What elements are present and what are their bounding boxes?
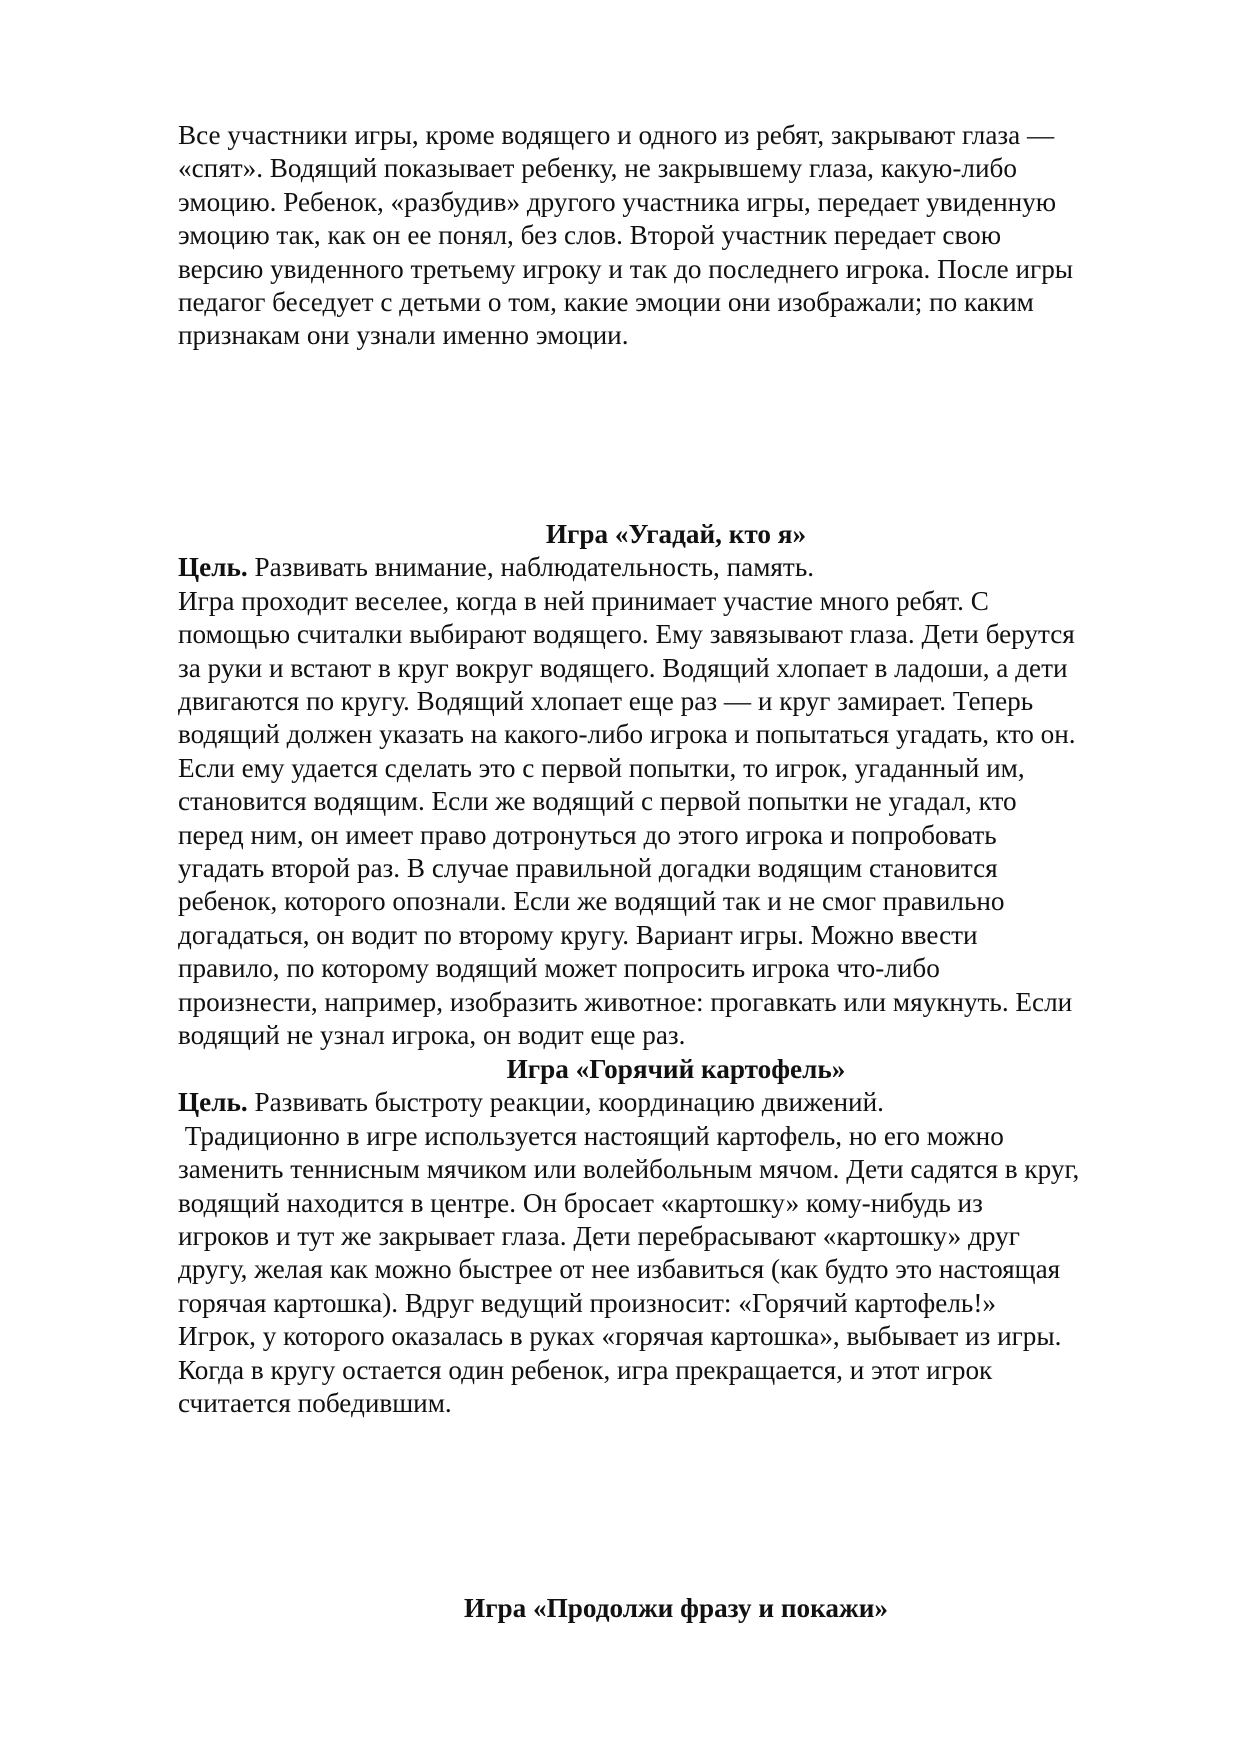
text-line: помощью считалки выбирают водящего. Ему завязывают глаза. Дети берутся	[178, 619, 1075, 650]
text-line: Игрок, у которого оказалась в руках «горячая картошка», выбывает из игры.	[178, 1321, 1062, 1352]
text-line: горячая картошка). Вдруг ведущий произносит: «Горячий картофель!»	[178, 1287, 996, 1318]
intro-paragraph	[178, 119, 1168, 353]
text-line: догадаться, он водит по второму кругу. Вариант игры. Можно ввести	[178, 919, 978, 950]
text-line: перед ним, он имеет право дотронуться до этого игрока и попробовать	[178, 819, 997, 850]
goal-line	[178, 551, 1168, 584]
section-continue-phrase	[178, 1592, 1168, 1625]
text-line: игроков и тут же закрывает глаза. Дети перебрасывают «картошку» друг	[178, 1221, 1020, 1252]
text-line: эмоцию. Ребенок, «разбудив» другого участника игры, передает увиденную	[178, 186, 1057, 217]
text-line: произнести, например, изобразить животное: прогавкать или мяукнуть. Если	[178, 986, 1073, 1017]
text-line: «спят». Водящий показывает ребенку, не закрывшему глаза, какую-либо	[178, 153, 1017, 184]
section-guess-who	[178, 518, 1168, 1053]
text-line: становится водящим. Если же водящий с первой попытки не угадал, кто	[178, 786, 1017, 817]
goal-text: Развивать быстроту реакции, координацию движений.	[247, 1087, 884, 1118]
section-title: Игра «Продолжи фразу и покажи»	[464, 1593, 888, 1623]
section-hot-potato	[178, 1053, 1168, 1420]
text-line: за руки и встают в круг вокруг водящего. Водящий хлопает в ладоши, а дети	[178, 652, 1068, 683]
text-line: водящий находится в центре. Он бросает «картошку» кому-нибудь из	[178, 1187, 983, 1218]
text-line: двигаются по кругу. Водящий хлопает еще раз — и круг замирает. Теперь	[178, 686, 1034, 717]
text-line: Когда в кругу остается один ребенок, игра прекращается, и этот игрок	[178, 1354, 993, 1385]
text-line: педагог беседует с детьми о том, какие эмоции они изображали; по каким	[178, 287, 1034, 318]
text-line: Если ему удается сделать это с первой попытки, то игрок, угаданный им,	[178, 752, 1025, 783]
text-line: признакам они узнали именно эмоции.	[178, 320, 629, 351]
goal-label: Цель.	[178, 552, 248, 583]
text-line: ребенок, которого опознали. Если же водящий так и не смог правильно	[178, 886, 1005, 917]
text-line: версию увиденного третьему игроку и так до последнего игрока. После игры	[178, 253, 1074, 284]
text-line: Все участники игры, кроме водящего и одного из ребят, закрывают глаза —	[178, 120, 1055, 150]
section-title: Игра «Горячий картофель»	[506, 1054, 846, 1084]
goal-text: Развивать внимание, наблюдательность, память.	[247, 552, 815, 583]
text-line: водящий не узнал игрока, он водит еще раз.	[178, 1020, 686, 1051]
section-title: Игра «Угадай, кто я»	[545, 519, 807, 549]
text-line: Традиционно в игре используется настоящий картофель, но его можно	[178, 1120, 1004, 1151]
goal-line	[178, 1086, 1168, 1119]
text-line: заменить теннисным мячиком или волейбольным мячом. Дети садятся в круг,	[178, 1154, 1080, 1185]
goal-label: Цель.	[178, 1087, 248, 1118]
text-line: угадать второй раз. В случае правильной догадки водящим становится	[178, 853, 998, 884]
text-line: водящий должен указать на какого-либо игрока и попытаться угадать, кто он.	[178, 719, 1076, 750]
text-line: другу, желая как можно быстрее от нее избавиться (как будто это настоящая	[178, 1254, 1061, 1285]
text-line: считается победившим.	[178, 1388, 452, 1419]
text-line: правило, по которому водящий может попросить игрока что-либо	[178, 953, 940, 984]
text-line: Игра проходит веселее, когда в ней принимает участие много ребят. С	[178, 585, 989, 616]
text-line: эмоцию так, как он ее понял, без слов. Второй участник передает свою	[178, 220, 1002, 251]
